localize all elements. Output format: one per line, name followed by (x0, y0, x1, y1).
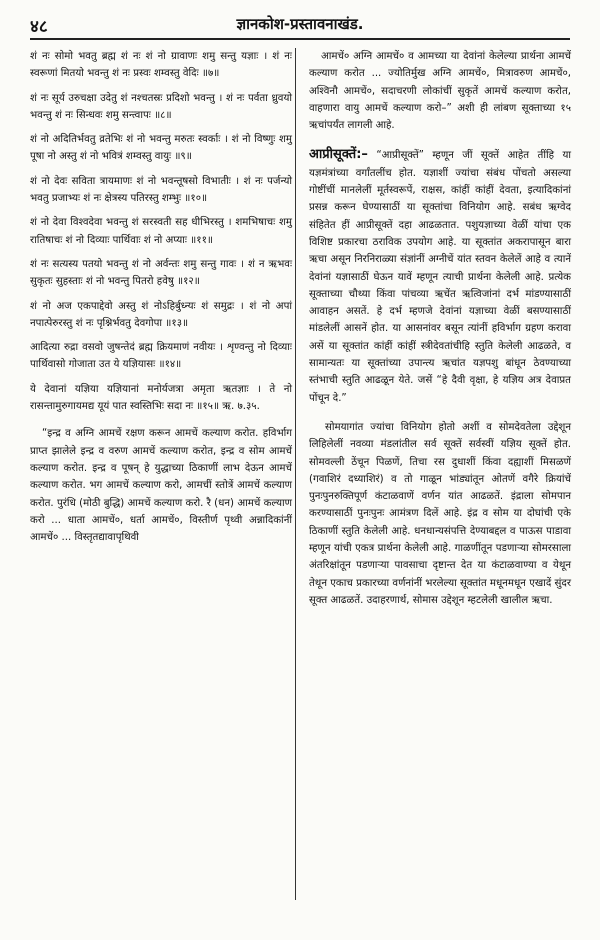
verse-12: शं नः सत्यस्य पतयो भवन्तु शं नो अर्वन्तः शमु सन्तु गावः । शं न ऋभवः सुकृतः सुहस्ताः शं नो भवन्तु पितरो हवेषु ॥१२॥ (30, 258, 292, 288)
apri-text: “आप्रीसूक्तें” म्हणून जीं सूक्तें आहेत तींहि या यज्ञमंत्रांच्या वर्गांतलींच होत. यज्ञाशीं ज्यांचा संबंध पोंचतो असल्या गोष्टींचीं मानलेलीं मूर्तस्वरूपें, राक्षस, कांहीं कांहीं देवता, इत्यादिकांनां प्रसन्न करून घेण्यासाठीं या सूक्तांचा विनियोग आहे. सबंध ऋग्वेद संहितेत हीं आप्रीसूक्तें दहा आढळतात. पशुयज्ञाच्या वेळीं यांचा एक विशिष्ट प्रकारचा ठराविक उपयोग आहे. या सूक्तांत अकरापासून बारा ऋचा असून निरनिराळ्या संज्ञांनीं अग्नीचें यांत स्तवन केलेलें आहे व त्यानें देवांनां यज्ञासाठीं घेऊन यावें म्हणून त्याची प्रार्थना केलेली आहे. प्रत्येक सूक्ताच्या चौथ्या किंवा पांचव्या ऋचेंत ऋत्विजांनां दर्भ मांडण्यासाठीं आवाहन असतें. हे दर्भ म्हणजे देवांनां यज्ञाच्या वेळीं बसण्यासाठीं मांडलेलीं आसनें होत. या आसनांवर बसून त्यांनीं हविर्भाग ग्रहण करावा असें या सूक्तांत कांहीं कांहीं स्त्रीदेवतांचीहि स्तुति केलेली आढळते, व सामान्यतः या सूक्तांच्या उपान्त्य ऋचांत यज्ञपशु बांधून ठेवण्याच्या स्तंभाची स्तुति आढळून येते. जसें “हे दैवी वृक्षा, हे यज्ञिय अत्र देवाप्रत पोंचून दे.” (309, 150, 571, 404)
verse-8: शं नः सूर्य उरुचक्षा उदेतु शं नश्चतस्रः प्रदिशो भवन्तु । शं नः पर्वता ध्रुवयो भवन्तु शं नः सिन्धवः शमु सन्त्वापः ॥८॥ (30, 92, 292, 121)
column-divider (295, 48, 296, 900)
verse-15: ये देवानां यज्ञिया यज्ञियानां मनोर्यजत्रा अमृता ऋतज्ञाः । ते नो रासन्तामुरुगायमद्य यूयं पात स्वस्तिभिः सदा नः ॥१५॥ ऋ. ७.३५. (30, 383, 292, 413)
verse-11: शं नो देवा विश्वदेवा भवन्तु शं सरस्वती सह धीभिरस्तु । शमभिषाचः शमु रातिषाचः शं नो दिव्याः पार्थिवाः शं नो अप्याः ॥११॥ (30, 217, 292, 246)
page-header (30, 8, 570, 40)
running-title: ज्ञानकोश-प्रस्तावनाखंड. (236, 15, 364, 33)
verse-13: शं नो अज एकपाद्देवो अस्तु शं नोऽहिर्बुध्न्यः शं समुद्रः । शं नो अपां नपात्पेरुरस्तु शं नः पृश्निर्भवतु देवगोपा ॥१३॥ (30, 300, 292, 329)
apri-heading: आप्रीसूक्तें:– (309, 147, 368, 163)
page-number: ४८ (30, 17, 48, 37)
verse-7: शं नः सोमो भवतु ब्रह्म शं नः शं नो ग्रावाणः शमु सन्तु यज्ञाः । शं नः स्वरूणां मितयो भवन्तु शं नः प्रस्वः शम्वस्तु वेदिः ॥७॥ (30, 51, 292, 80)
right-column (309, 48, 571, 609)
soma-paragraph: सोमयागांत ज्यांचा विनियोग होतो अशीं व सोमदेवतेला उद्देशून लिहिलेलीं नवव्या मंडलांतील सर्व सूक्तें सर्वस्वीं यज्ञिय सूक्तें होत. सोमवल्ली ठेंचून पिळणें, तिचा रस दुधाशीं किंवा दह्याशीं मिसळणें (गवाशिरं दध्याशिरं) व तो गाळून भांड्यांतून ओतणें वगैरे क्रियांचें पुनःपुनरुक्तिपूर्ण कंटाळवाणें वर्णन यांत आढळतें. इंद्राला सोमपान करण्यासाठीं पुनःपुनः आमंत्रण दिलें आहे. इंद्र व सोम या दोघांची एके ठिकाणीं स्तुति केलेली आहे. धनधान्यसंपत्ति देण्याबद्दल व पाऊस पाडावा म्हणून यांची एकत्र प्रार्थना केलेली आहे. गाळणींतून पडणाऱ्या सोमरसाला अंतरिक्षांतून पडणाऱ्या पावसाचा दृष्टान्त देत या कंटाळवाण्या व येथून तेथून एकाच प्रकारच्या वर्णनांनीं भरलेल्या सूक्तांत मधूनमधून एखादें सुंदर सूक्त आढळतें. उदाहरणार्थ, सोमास उद्देशून म्हटलेली खालील ऋचा. (309, 421, 571, 606)
verse-9: शं नो अदितिर्भवतु व्रतेभिः शं नो भवन्तु मरुतः स्वर्काः । शं नो विष्णुः शमु पूषा नो अस्तु शं नो भवित्रं शम्वस्तु वायुः ॥९॥ (30, 134, 292, 163)
verse-10: शं नो देवः सविता त्रायमाणः शं नो भवन्तूषसो विभातीः । शं नः पर्जन्यो भवतु प्रजाभ्यः शं नः क्षेत्रस्य पतिरस्तु शम्भुः ॥१०॥ (30, 175, 292, 205)
continuation-paragraph: आमचें० अग्नि आमचें० व आमच्या या देवांनां केलेल्या प्रार्थना आमचें कल्याण करोत ... ज्योतिर्मुख अग्नि आमचें०, मित्रावरुण आमचें०, अश्विनौ आमचें०, सदाचरणी लोकांचीं सुकृतें आमचें कल्याण करोत, वाहणारा वायु आमचें कल्याण करो–” अशी ही लांबण सूक्ताच्या १५ ऋचांपर्यंत लागली आहे. (309, 51, 571, 132)
verse-14: आदित्या रुद्रा वसवो जुषन्तेदं ब्रह्म क्रियमाणं नवीयः । शृण्वन्तु नो दिव्याः पार्थिवासो गोजाता उत ये यज्ञियासः ॥१४॥ (30, 342, 292, 371)
translation-paragraph: “इन्द्र व अग्नि आमचें रक्षण करून आमचें कल्याण करोत. हविर्भाग प्राप्त झालेले इन्द्र व वरुण आमचें कल्याण करोत, इन्द्र व सोम आमचें कल्याण करोत. इन्द्र व पूषन् हे युद्धाच्या ठिकाणीं लाभ देऊन आमचें कल्याण करोत. भग आमचें कल्याण करो, आमचीं स्तोत्रें आमचें कल्याण करोत. पुरंधि (मोठी बुद्धि) आमचें कल्याण करो. रै (धन) आमचें कल्याण करो ... धाता आमचें०, धर्ता आमचें०, विस्तीर्ण पृथ्वी अन्नादिकांनीं आमचें० ... विस्तृतद्यावापृथिवी (30, 428, 292, 544)
apri-paragraph (309, 146, 571, 406)
left-column (30, 48, 292, 546)
